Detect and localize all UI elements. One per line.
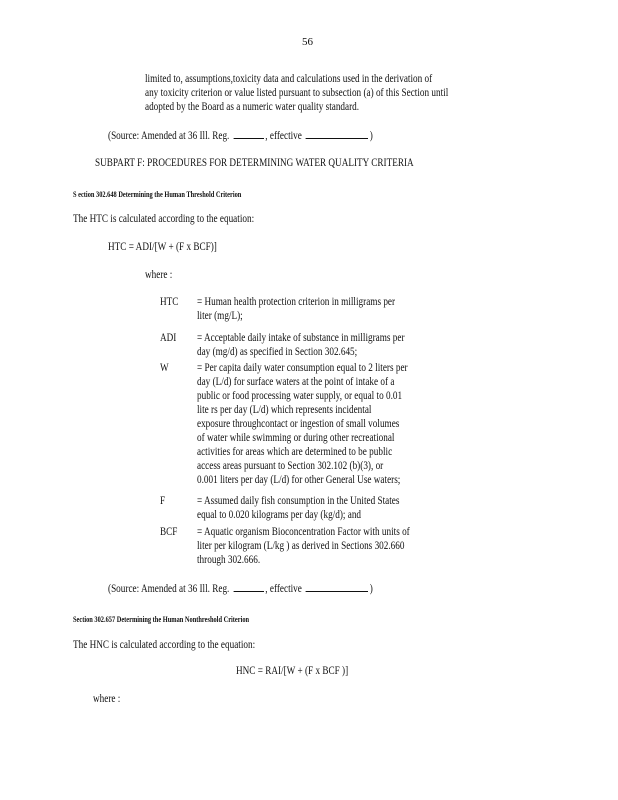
definition-line: 0.001 liters per day (L/d) for other General Use waters;: [197, 474, 401, 486]
where-label: where :: [145, 269, 173, 281]
htc-equation: HTC = ADI/[W + (F x BCF)]: [108, 241, 217, 253]
definition-term: HTC: [160, 296, 179, 308]
subpart-heading: SUBPART F: PROCEDURES FOR DETERMINING WATER QUALITY CRITERIA: [95, 157, 414, 169]
definition-line: liter (mg/L);: [197, 310, 243, 322]
section-heading: Section 302.657 Determining the Human Nonthreshold Criterion: [73, 614, 250, 624]
register-blank: [233, 581, 263, 592]
definition-line: access areas pursuant to Section 302.102 (b)(3), or: [197, 460, 384, 472]
definition-term: ADI: [160, 332, 177, 344]
definition-line: = Aquatic organism Bioconcentration Factor with units of: [197, 526, 410, 538]
hnc-intro: The HNC is calculated according to the equation:: [73, 639, 256, 651]
definition-line: activities for areas which are determined to be public: [197, 446, 393, 458]
section-heading: S ection 302.648 Determining the Human Threshold Criterion: [73, 189, 242, 199]
definition-line: = Per capita daily water consumption equal to 2 liters per: [197, 362, 408, 374]
definition-line: through 302.666.: [197, 554, 261, 566]
definition-term: W: [160, 362, 169, 374]
definition-line: equal to 0.020 kilograms per day (kg/d); and: [197, 509, 362, 521]
source-note-middle: , effective: [265, 583, 302, 595]
intro-line: adopted by the Board as a numeric water quality standard.: [145, 101, 360, 113]
definition-line: = Acceptable daily intake of substance in milligrams per: [197, 332, 405, 344]
hnc-equation: HNC = RAI/[W + (F x BCF )]: [236, 665, 349, 677]
definition-line: = Human health protection criterion in milligrams per: [197, 296, 396, 308]
intro-line: any toxicity criterion or value listed pursuant to subsection (a) of this Section until: [145, 87, 449, 99]
definition-line: day (L/d) for surface waters at the point of intake of a: [197, 376, 395, 388]
definition-line: liter per kilogram (L/kg ) as derived in Sections 302.660: [197, 540, 405, 552]
effective-date-blank: [306, 128, 368, 139]
source-note: [108, 581, 373, 596]
definition-line: of water while swimming or during other recreational: [197, 432, 395, 444]
definition-line: public or food processing water supply, or equal to 0.01: [197, 390, 403, 402]
page-number: 56: [302, 36, 313, 48]
register-blank: [233, 128, 263, 139]
htc-intro: The HTC is calculated according to the equation:: [73, 213, 255, 225]
source-note-suffix: ): [369, 583, 373, 595]
source-note-suffix: ): [369, 130, 373, 142]
source-note-prefix: (Source: Amended at 36 Ill. Reg.: [108, 130, 230, 142]
source-note-prefix: (Source: Amended at 36 Ill. Reg.: [108, 583, 230, 595]
definition-term: F: [160, 495, 166, 507]
effective-date-blank: [306, 581, 368, 592]
definition-line: = Assumed daily fish consumption in the United States: [197, 495, 400, 507]
source-note-middle: , effective: [265, 130, 302, 142]
definition-line: lite rs per day (L/d) which represents incidental: [197, 404, 372, 416]
where-label: where :: [93, 693, 121, 705]
definition-line: day (mg/d) as specified in Section 302.645;: [197, 346, 358, 358]
definition-term: BCF: [160, 526, 178, 538]
intro-line: limited to, assumptions,toxicity data and calculations used in the derivation of: [145, 73, 433, 85]
definition-line: exposure throughcontact or ingestion of small volumes: [197, 418, 400, 430]
source-note: [108, 128, 373, 143]
